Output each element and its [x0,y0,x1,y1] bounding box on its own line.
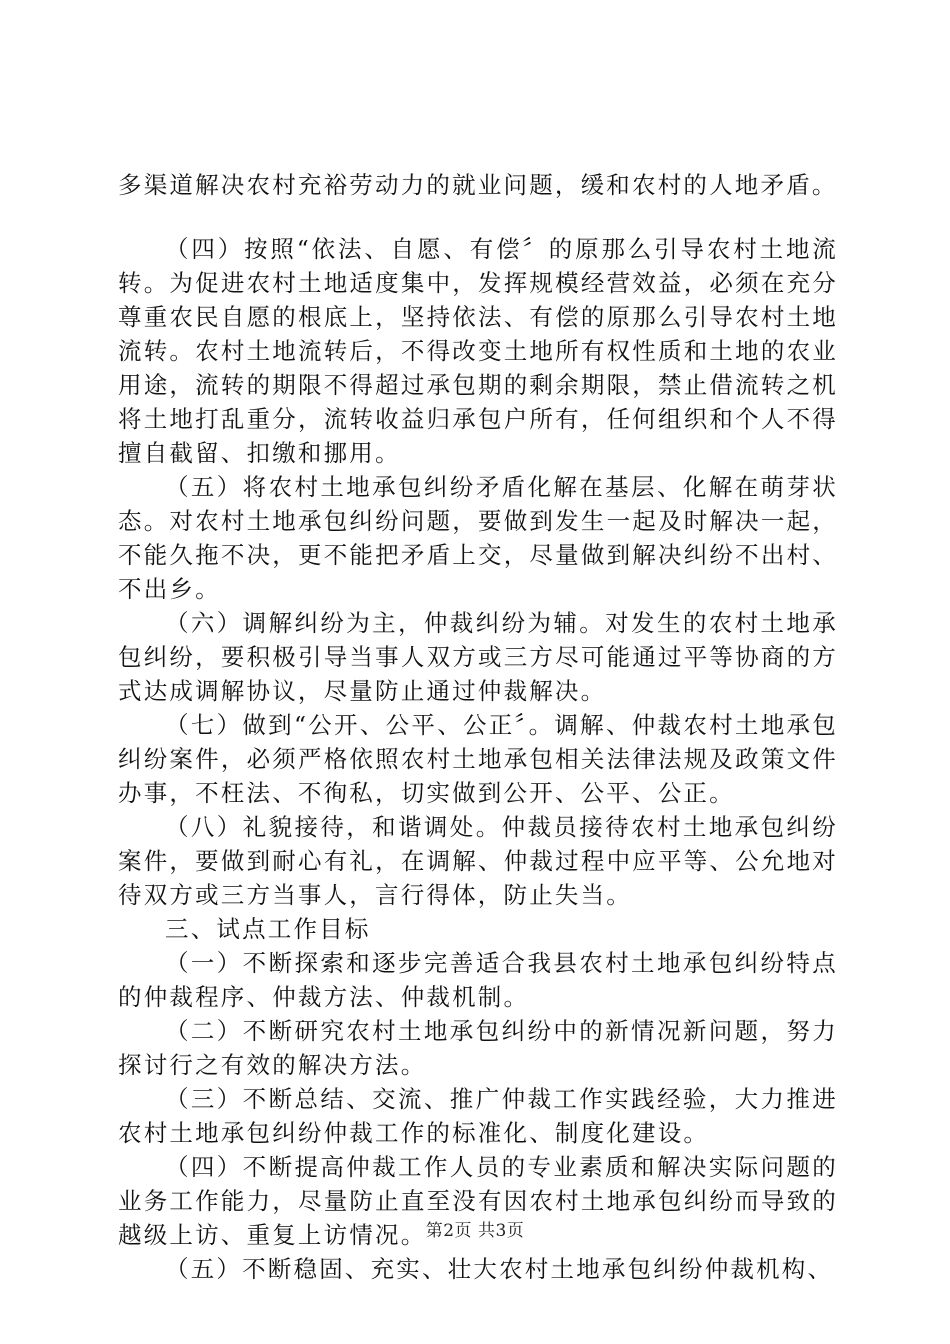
paragraph-item-7: （七）做到“公开、公平、公正〞。调解、仲裁农村土地承包纠纷案件，必须严格依照农村土地承包相关法律法规及政策文件办事，不枉法、不徇私，切实做到公开、公平、公正。 [118,711,838,807]
paragraph-goal-4: （四）不断提高仲裁工作人员的专业素质和解决实际问题的业务工作能力，尽量防止直至没有因农村土地承包纠纷而导致的越级上访、重复上访情况。 [118,1153,838,1249]
paragraph-goal-1: （一）不断探索和逐步完善适合我县农村土地承包纠纷特点的仲裁程序、仲裁方法、仲裁机制。 [118,949,838,1011]
paragraph-goal-5: （五）不断稳固、充实、壮大农村土地承包纠纷仲裁机构、 [165,1255,834,1283]
page-number-footer: 第2页 共3页 [425,1221,525,1241]
document-body [118,168,838,1286]
paragraph-item-6: （六）调解纠纷为主，仲裁纠纷为辅。对发生的农村土地承包纠纷，要积极引导当事人双方或三方尽可能通过平等协商的方式达成调解协议，尽量防止通过仲裁解决。 [118,609,838,705]
paragraph-goal-3: （三）不断总结、交流、推广仲裁工作实践经验，大力推进农村土地承包纠纷仲裁工作的标准化、制度化建设。 [118,1085,838,1147]
paragraph-item-4: （四）按照“依法、自愿、有偿〞的原那么引导农村土地流转。为促进农村土地适度集中，发挥规模经营效益，必须在充分尊重农民自愿的根底上，坚持依法、有偿的原那么引导农村土地流转。农村土地流转后，不得改变土地所有权性质和土地的农业用途，流转的期限不得超过承包期的剩余期限，禁止借流转之机将土地打乱重分，流转收益归承包户所有，任何组织和个人不得擅自截留、扣缴和挪用。 [118,235,838,467]
paragraph-goal-2: （二）不断研究农村土地承包纠纷中的新情况新问题，努力探讨行之有效的解决方法。 [118,1017,838,1079]
section-heading: 三、试点工作目标 [165,915,371,943]
paragraph-intro: 多渠道解决农村充裕劳动力的就业问题，缓和农村的人地矛盾。 [118,171,838,199]
paragraph-item-5: （五）将农村土地承包纠纷矛盾化解在基层、化解在萌芽状态。对农村土地承包纠纷问题，要做到发生一起及时解决一起，不能久拖不决，更不能把矛盾上交，尽量做到解决纠纷不出村、不出乡。 [118,473,838,603]
paragraph-item-8: （八）礼貌接待，和谐调处。仲裁员接待农村土地承包纠纷案件，要做到耐心有礼，在调解、仲裁过程中应平等、公允地对待双方或三方当事人，言行得体，防止失当。 [118,813,838,909]
